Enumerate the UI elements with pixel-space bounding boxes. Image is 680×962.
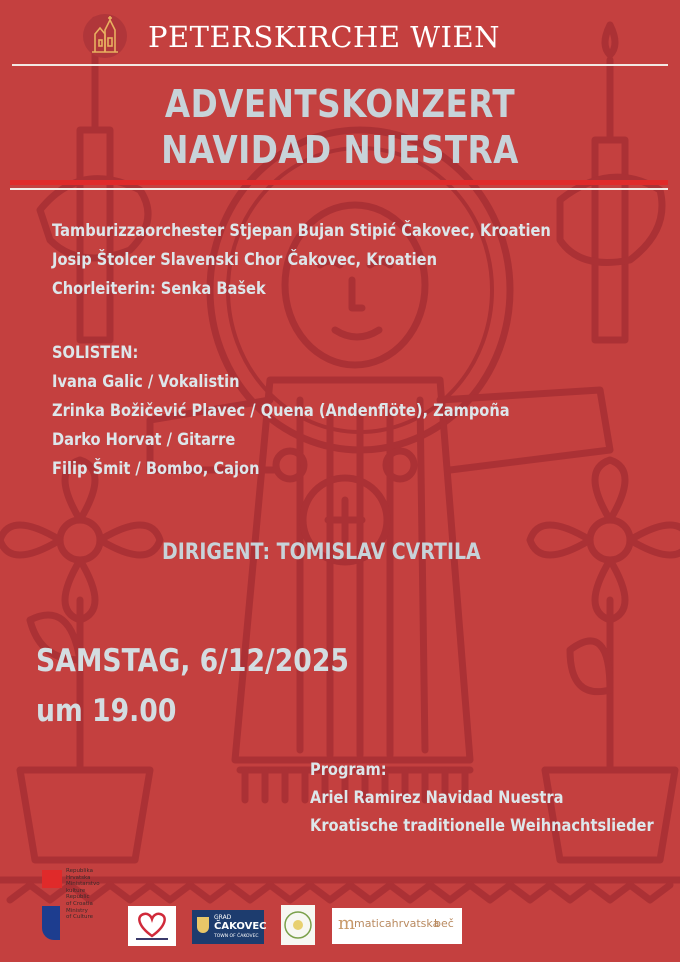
cakovec-name: ČAKOVEC — [214, 921, 267, 932]
ministry-text: Republika — [66, 868, 93, 874]
performer-orchestra: Tamburizzaorchester Stjepan Bujan Stipić Čakovec, Kroatien — [52, 221, 551, 241]
cakovec-sub: TOWN OF ČAKOVEC — [214, 934, 259, 939]
cakovec-logo — [192, 910, 267, 944]
matica-hrvatska-logo — [332, 908, 462, 944]
event-time: um 19.00 — [36, 693, 177, 729]
performer-choir: Josip Štolcer Slavenski Chor Čakovec, Kroatien — [52, 250, 437, 270]
header-divider — [12, 64, 668, 66]
event-title-line1: ADVENTSKONZERT — [164, 82, 516, 126]
soloist-item: Darko Horvat / Gitarre — [52, 430, 236, 450]
cakovec-shield-icon — [197, 917, 209, 933]
ministry-text: of Culture — [66, 914, 94, 921]
title-divider-white — [10, 188, 668, 190]
heart-org-logo — [128, 906, 176, 946]
ministry-text: Ministarstvo — [66, 881, 100, 888]
matica-text: maticahrvatska — [354, 917, 440, 930]
header-title: PETERSKIRCHE WIEN — [148, 20, 501, 54]
church-logo-icon — [80, 12, 130, 60]
ministry-text: Republic — [66, 894, 90, 901]
ministry-text: kulture — [66, 887, 86, 894]
program-heading: Program: — [310, 760, 387, 780]
ministry-text: of Croatia — [66, 900, 93, 907]
event-title-line2: NAVIDAD NUESTRA — [161, 128, 519, 172]
cakovec-label: GRAD — [214, 914, 232, 921]
soloists-heading: SOLISTEN: — [52, 343, 139, 363]
ministry-of-culture-logo — [42, 868, 122, 950]
ministry-red-square — [42, 870, 62, 888]
performer-choir-leader: Chorleiterin: Senka Bašek — [52, 279, 266, 299]
heart-icon — [128, 906, 176, 946]
conductor: DIRIGENT: TOMISLAV CVRTILA — [162, 540, 481, 565]
ministry-text: Hrvatska — [66, 874, 91, 881]
program-item: Ariel Ramirez Navidad Nuestra — [310, 788, 564, 808]
matica-mark-icon: m — [338, 913, 356, 934]
ministry-blue-mark — [42, 906, 60, 940]
badge-icon — [281, 905, 315, 945]
matica-suffix: beč — [434, 917, 454, 930]
soloist-item: Zrinka Božičević Plavec / Quena (Andenflöte), Zampoña — [52, 401, 510, 421]
soloist-item: Filip Šmit / Bombo, Cajon — [52, 459, 260, 479]
title-divider-red — [10, 180, 668, 185]
program-item: Kroatische traditionelle Weihnachtslieder — [310, 816, 654, 836]
soloist-item: Ivana Galic / Vokalistin — [52, 372, 240, 392]
round-badge-logo — [281, 905, 315, 945]
ministry-text: Ministry — [66, 907, 88, 914]
event-date: SAMSTAG, 6/12/2025 — [36, 643, 349, 679]
